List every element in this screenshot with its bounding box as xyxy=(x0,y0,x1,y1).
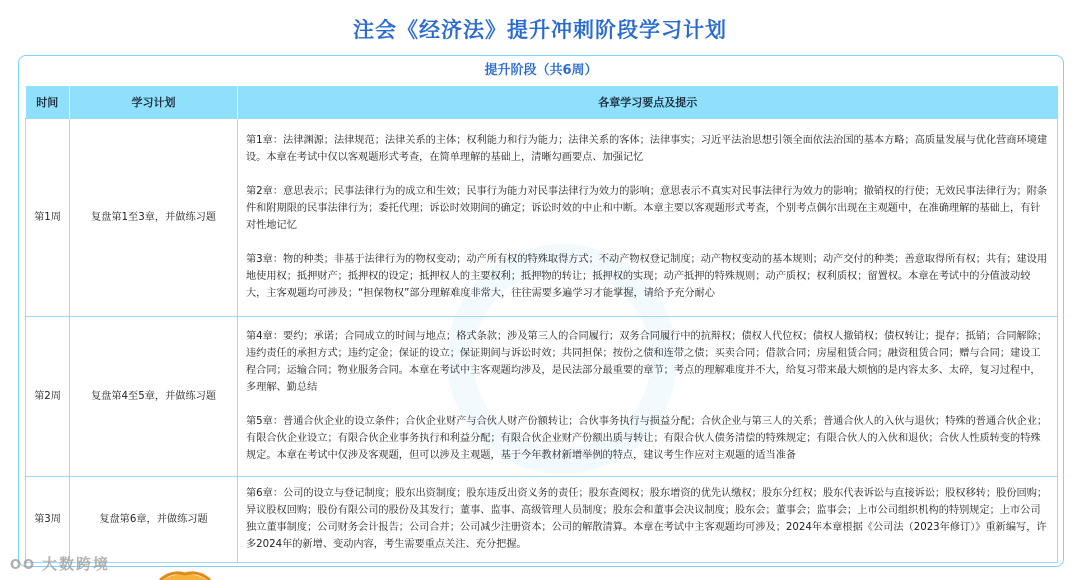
chapter-1-notes: 第1章：法律渊源；法律规范；法律关系的主体；权利能力和行为能力；法律关系的客体；法律事实；习近平法治思想引领全面依法治国的基本方略；高质量发展与优化营商环境建设。本章在考试中仅以客观题形式考查，在简单理解的基础上，清晰勾画要点、加强记忆 xyxy=(246,135,1048,163)
table-row-week-2 xyxy=(26,316,1058,476)
header-plan: 学习计划 xyxy=(70,86,238,118)
chapter-2-notes: 第2章：意思表示；民事法律行为的成立和生效；民事行为能力对民事法律行为效力的影响；意思表示不真实对民事法律行为效力的影响；撤销权的行使；无效民事法律行为；附条件和附期限的民事法律行为；委托代理；诉讼时效期间的确定；诉讼时效的中止和中断。本章主要以客观题形式考查，个别考点偶尔出现在主观题中，在准确理解的基础上，有针对性地记忆 xyxy=(246,186,1048,231)
table-row-week-1 xyxy=(26,118,1058,316)
content-cell xyxy=(238,118,1058,316)
phase-title: 提升阶段（共6周） xyxy=(484,63,598,78)
brand-logo-text: OO xyxy=(10,557,36,573)
chapter-4-notes: 第4章：要约；承诺；合同成立的时间与地点；格式条款；涉及第三人的合同履行；双务合同履行中的抗辩权；债权人代位权；债权人撤销权；债权转让；提存；抵销；合同解除；违约责任的承担方式；违约定金；保证的设立；保证期间与诉讼时效；共同担保；按份之债和连带之债；买卖合同；借款合同；房屋租赁合同；融资租赁合同；赠与合同；建设工程合同；运输合同；物业服务合同。本章在考试中主客观题均涉及，是民法部分最重要的章节；考点的理解难度并不大，给复习带来最大烦恼的是内容太多、太碎，复习过程中，多理解、勤总结 xyxy=(246,331,1048,393)
mascot-icon xyxy=(150,566,220,580)
plan-cell: 复盘第1至3章，并做练习题 xyxy=(70,118,238,316)
brand-watermark xyxy=(10,553,110,574)
week-cell: 第3周 xyxy=(26,476,70,562)
study-plan-table xyxy=(25,86,1058,563)
content-cell xyxy=(238,476,1058,562)
table-header-row xyxy=(26,86,1058,118)
plan-cell: 复盘第4至5章，并做练习题 xyxy=(70,316,238,476)
chapter-5-notes: 第5章：普通合伙企业的设立条件；合伙企业财产与合伙人财产份额转让；合伙事务执行与损益分配；合伙企业与第三人的关系；普通合伙人的入伙与退伙；特殊的普通合伙企业；有限合伙企业设立；有限合伙企业事务执行和利益分配；有限合伙企业财产份额出质与转让；有限合伙人债务清偿的特殊规定；有限合伙人的入伙和退伙；合伙人性质转变的特殊规定。本章在考试中仅涉及客观题，但可以涉及主观题，基于今年教材新增举例的特点，建议考生作应对主观题的适当准备 xyxy=(246,416,1048,461)
content-cell xyxy=(238,316,1058,476)
chapter-3-notes: 第3章：物的种类；非基于法律行为的物权变动；动产所有权的特殊取得方式；不动产物权登记制度；动产物权变动的基本规则；动产交付的种类；善意取得所有权；共有；建设用地使用权；抵押财产；抵押权的设定；抵押权人的主要权利；抵押物的转让；抵押权的实现；动产抵押的特殊规则；动产质权；权利质权；留置权。本章在考试中的分值波动较大，主客观题均可涉及；“担保物权”部分理解难度非常大，往往需要多遍学习才能掌握，请给予充分耐心 xyxy=(246,254,1048,299)
chapter-6-notes: 第6章：公司的设立与登记制度；股东出资制度；股东违反出资义务的责任；股东查阅权；股东增资的优先认缴权；股东分红权；股东代表诉讼与直接诉讼；股权移转；股份回购；异议股权回购；股份有限公司的股份及其发行；董事、监事、高级管理人员制度；股东会和董事会决议制度；股东会；董事会；监事会；上市公司组织机构的特别规定；上市公司独立董事制度；公司财务会计报告；公司合并；公司减少注册资本；公司的解散清算。本章在考试中主客观题均可涉及；2024年本章根据《公司法（2023年修订）》重新编写，许多2024年的新增、变动内容，考生需要重点关注、充分把握。 xyxy=(246,488,1048,550)
table-row-week-3 xyxy=(26,476,1058,562)
week-cell: 第1周 xyxy=(26,118,70,316)
header-content: 各章学习要点及提示 xyxy=(238,86,1058,118)
page-title: 注会《经济法》提升冲刺阶段学习计划 xyxy=(353,18,727,42)
plan-cell: 复盘第6章，并做练习题 xyxy=(70,476,238,562)
plan-card xyxy=(18,55,1064,567)
brand-name: 大数跨境 xyxy=(42,555,111,573)
header-time: 时间 xyxy=(26,86,70,118)
week-cell: 第2周 xyxy=(26,316,70,476)
brand-logo-icon xyxy=(10,555,36,573)
